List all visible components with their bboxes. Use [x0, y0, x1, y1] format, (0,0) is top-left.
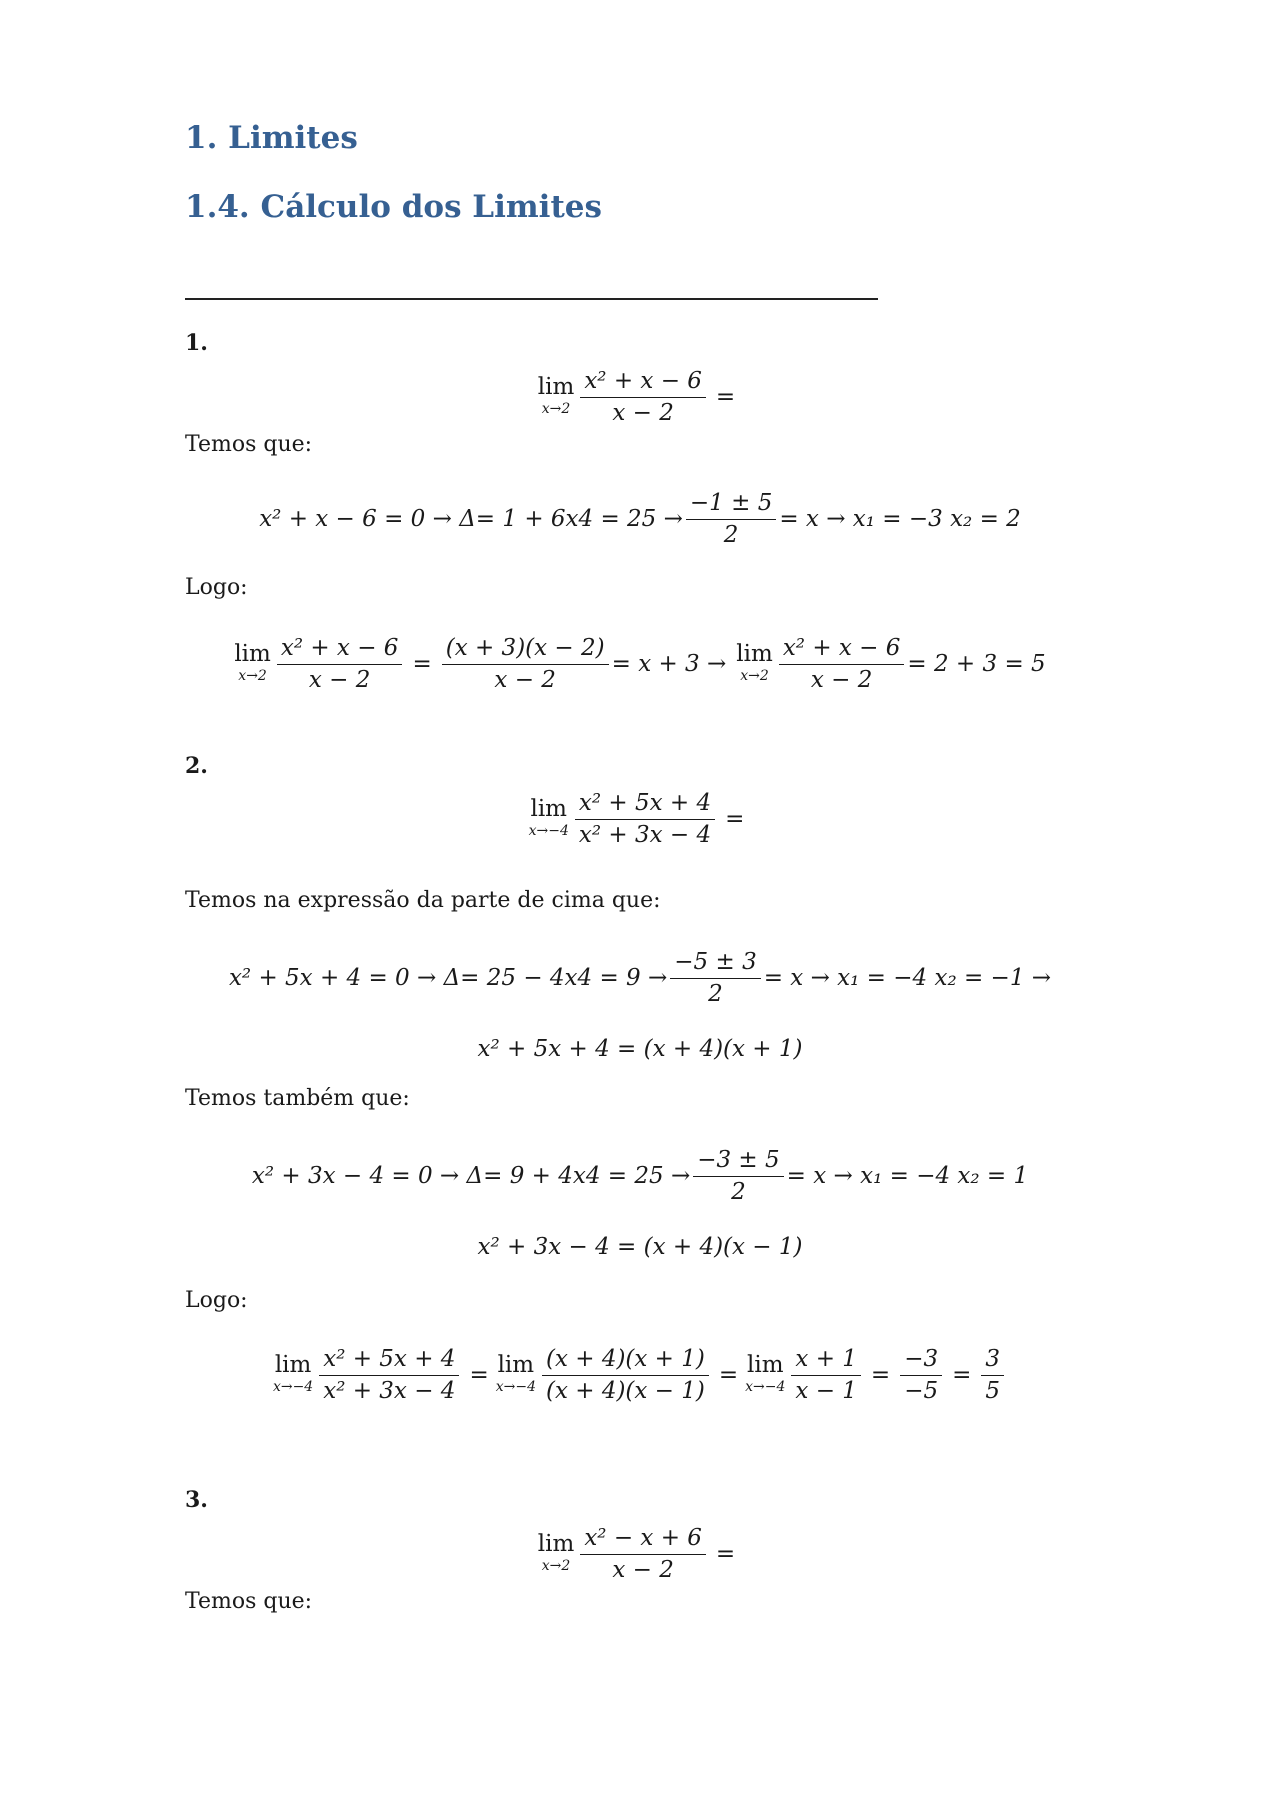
limit-operator: lim x→−4: [495, 1352, 536, 1396]
exercise-2-discriminant-denominator: x² + 3x − 4 = 0 → Δ= 9 + 4x4 = 25 → $\frac{-3 \pm 5}{2}$ = x → x₁ = −4 x₂ = 1: [251, 1147, 1029, 1205]
exercise-2-label: 2.: [185, 753, 208, 779]
exercise-1-discriminant: x² + x − 6 = 0 → Δ= 1 + 6x4 = 25 → $\frac{-1 \pm 5}{2}$ = x → x₁ = −3 x₂ = 2: [259, 490, 1021, 548]
limit-operator: lim x→2: [234, 641, 271, 685]
text-temos-que: Temos que:: [185, 432, 313, 457]
limit-operator: lim x→2: [537, 1531, 575, 1575]
text-parte-de-cima: Temos na expressão da parte de cima que:: [185, 888, 661, 913]
text-logo-2: Logo:: [185, 1288, 248, 1313]
text-temos-que-3: Temos que:: [185, 1589, 313, 1614]
exercise-3-statement: lim x→2 $\frac{\text{x² − x + 6}}{x - 2}$ =: [537, 1525, 736, 1583]
fraction: $\frac{-1 \pm 5}{2}$: [686, 490, 776, 548]
limit-operator: lim x→−4: [272, 1352, 314, 1396]
exercise-2-denominator-factored: x² + 3x − 4 = (x + 4)(x − 1): [477, 1234, 803, 1260]
text-temos-tambem: Temos também que:: [185, 1086, 410, 1111]
exercise-3-label: 3.: [185, 1487, 208, 1513]
exercise-1-statement: lim x→2 $\frac{\text{x² + x − 6}}{x - 2}$ =: [537, 368, 736, 426]
limit-operator: lim x→−4: [528, 796, 569, 840]
limit-operator: lim x→−4: [745, 1352, 786, 1396]
fraction: $\frac{\text{x² + x − 6}}{x - 2}$: [580, 368, 706, 426]
exercise-2-solution: lim x→−4 $\frac{\text{x² + 5x + 4}}{\text{x² + 3x − 4}}$ = lim x→−4 $\frac{(x + 4)(x + 1)}{(x + 4)(x - 1)}$ = lim x→−4 $\frac{x + 1}{x - 1}$ = $\frac{-3}{-5}$ = $\frac{3}{5}$: [0, 1345, 1280, 1405]
exercise-2-statement: lim x→−4 $\frac{\text{x² + 5x + 4}}{\text{x² + 3x − 4}}$ =: [528, 790, 745, 848]
text-logo-1: Logo:: [185, 575, 248, 600]
exercise-2-numerator-factored: x² + 5x + 4 = (x + 4)(x + 1): [477, 1036, 803, 1062]
heading-limites: 1. Limites: [185, 120, 358, 156]
exercise-1-solution: lim x→2 $\frac{\text{x² + x − 6}}{x - 2}$ = $\frac{(x + 3)(x - 2)}{x - 2}$ = x + 3 → lim x→2 $\frac{\text{x² + x − 6}}{x - 2}$ = 2 + 3 = 5: [234, 635, 1046, 693]
limit-operator: lim x→2: [736, 641, 773, 685]
limit-operator: lim x→2: [537, 374, 575, 418]
separator-line: [185, 298, 878, 300]
heading-calculo-dos-limites: 1.4. Cálculo dos Limites: [185, 189, 602, 225]
exercise-2-discriminant-numerator: x² + 5x + 4 = 0 → Δ= 25 − 4x4 = 9 → $\frac{-5 \pm 3}{2}$ = x → x₁ = −4 x₂ = −1 →: [228, 949, 1052, 1007]
exercise-1-label: 1.: [185, 330, 208, 356]
